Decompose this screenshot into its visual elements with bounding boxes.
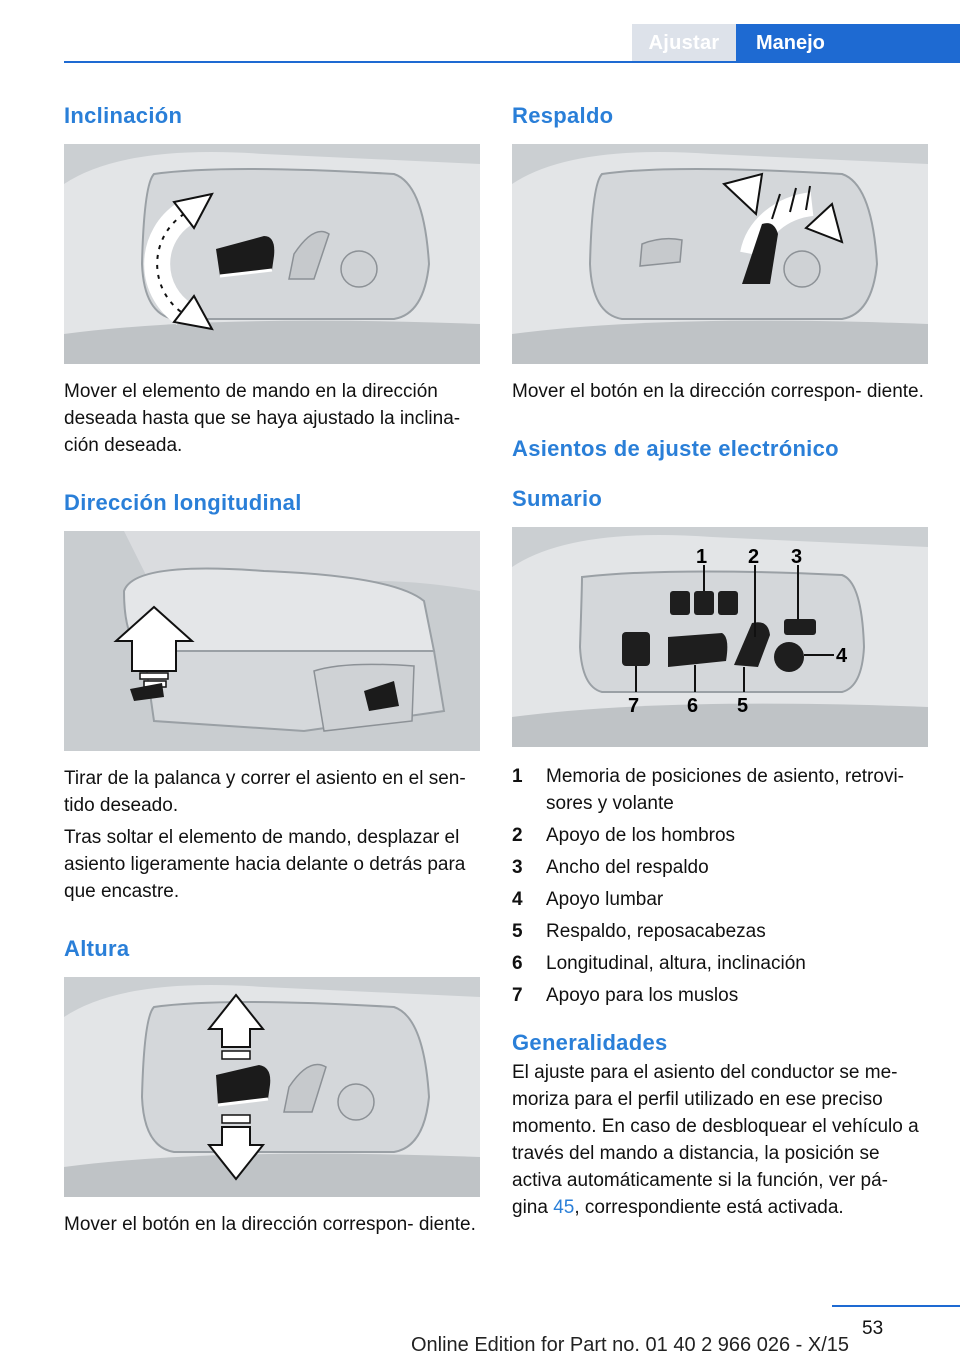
legend-number: 3	[512, 857, 523, 878]
heading-altura: Altura	[64, 936, 130, 961]
legend-text: Longitudinal, altura, inclinación	[546, 953, 806, 974]
legend-number: 5	[512, 921, 523, 942]
legend-text: Apoyo lumbar	[546, 889, 664, 910]
legend-item	[512, 763, 928, 817]
legend-text: Apoyo para los muslos	[546, 985, 739, 1006]
figure-altura	[64, 977, 480, 1197]
legend-text: Apoyo de los hombros	[546, 825, 736, 846]
legend-text: Ancho del respaldo	[546, 857, 709, 878]
legend-text: Memoria de posiciones de asiento, retrovi‐ sores y volante	[546, 766, 905, 814]
heading-direccion-longitudinal: Dirección longitudinal	[64, 490, 302, 515]
callout-3: 3	[791, 546, 803, 568]
text-generalidades	[512, 1059, 928, 1221]
callout-1: 1	[696, 546, 708, 568]
legend-text: Respaldo, reposacabezas	[546, 921, 766, 942]
text-respaldo: Mover el botón en la dirección correspon‐ diente.	[512, 381, 924, 402]
legend-item	[512, 886, 928, 913]
legend-number: 7	[512, 985, 523, 1006]
callout-4: 4	[836, 645, 848, 667]
legend-list	[512, 763, 928, 1009]
header-tab-ajustar[interactable]	[632, 24, 736, 62]
heading-asientos-ajuste-electronico: Asientos de ajuste electrónico	[512, 436, 839, 461]
legend-number: 6	[512, 953, 523, 974]
right-column	[512, 100, 928, 1221]
figure-direccion-longitudinal	[64, 531, 480, 751]
page-link-45[interactable]: 45	[553, 1197, 575, 1218]
header-tab-manejo-label: Manejo	[756, 31, 825, 54]
heading-respaldo: Respaldo	[512, 103, 614, 128]
legend-item	[512, 854, 928, 881]
footer-rule	[832, 1305, 960, 1307]
callout-5: 5	[737, 695, 749, 717]
text-inclinacion: Mover el elemento de mando en la dirección deseada hasta que se haya ajustado la inclina‐ ción deseada.	[64, 381, 461, 456]
text-generalidades-b: , correspondiente está activada.	[574, 1197, 844, 1218]
header-tab-manejo[interactable]	[736, 24, 960, 62]
legend-item	[512, 950, 928, 977]
header-tab-ajustar-label: Ajustar	[648, 31, 720, 54]
heading-sumario: Sumario	[512, 486, 603, 511]
figure-respaldo	[512, 144, 928, 364]
heading-inclinacion: Inclinación	[64, 103, 183, 128]
legend-number: 4	[512, 889, 523, 910]
legend-number: 1	[512, 766, 523, 787]
header-rule	[64, 61, 960, 63]
legend-number: 2	[512, 825, 523, 846]
text-direccion-longitudinal-2: Tras soltar el elemento de mando, desplazar el asiento ligeramente hacia delante o detrás para que encastre.	[64, 827, 466, 902]
footer-edition: Online Edition for Part no. 01 40 2 966 026 - X/15	[410, 1334, 850, 1356]
legend-item	[512, 822, 928, 849]
figure-inclinacion	[64, 144, 480, 364]
text-direccion-longitudinal-1: Tirar de la palanca y correr el asiento en el sen‐ tido deseado.	[64, 768, 466, 816]
heading-generalidades: Generalidades	[512, 1030, 668, 1055]
page-number: 53	[862, 1318, 884, 1339]
text-altura: Mover el botón en la dirección correspon‐ diente.	[64, 1214, 476, 1235]
left-column	[64, 100, 480, 1238]
callout-6: 6	[687, 695, 699, 717]
legend-item	[512, 918, 928, 945]
legend-item	[512, 982, 928, 1009]
callout-7: 7	[628, 695, 640, 717]
figure-sumario	[512, 527, 928, 747]
text-generalidades-a: El ajuste para el asiento del conductor se me‐ moriza para el perfil utilizado en ese preciso momento. En caso de desbloquear el vehículo a través del mando a distancia, la posición se activa automáticamente si la función, ver pá‐ gina	[512, 1062, 919, 1218]
callout-2: 2	[748, 546, 760, 568]
